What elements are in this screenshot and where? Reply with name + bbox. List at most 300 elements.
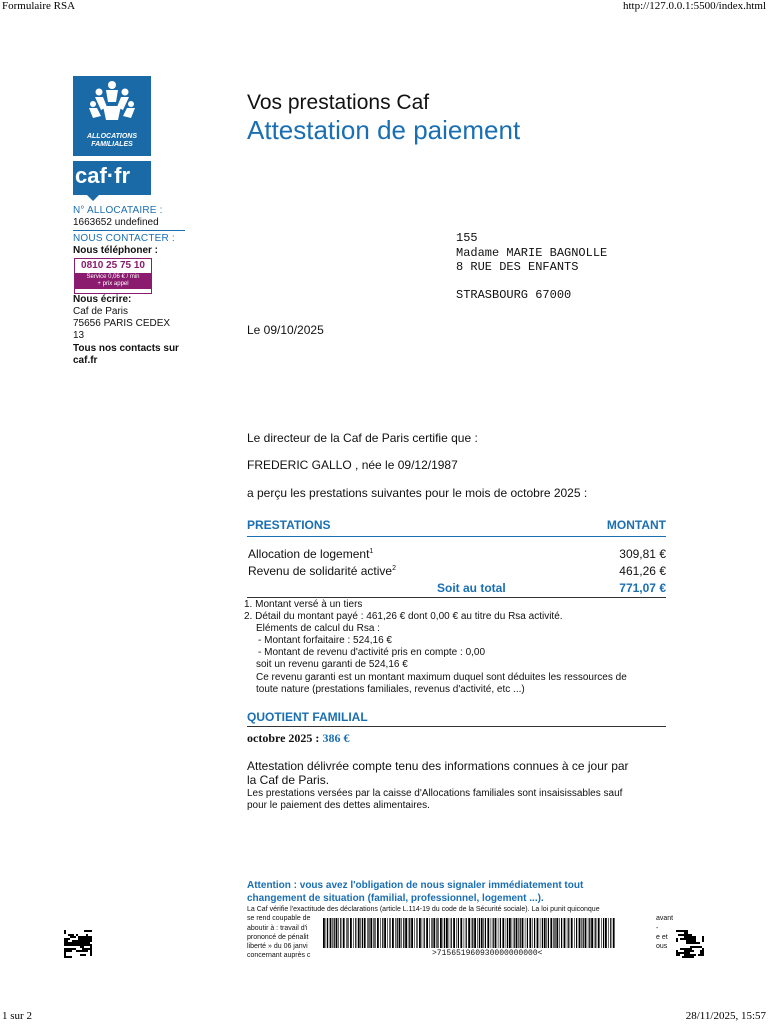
barcode-bar bbox=[419, 918, 421, 948]
qr-module bbox=[684, 956, 686, 958]
print-datetime: 28/11/2025, 15:57 bbox=[685, 1010, 766, 1022]
qr-module bbox=[64, 948, 66, 950]
qr-module bbox=[686, 948, 688, 950]
qr-module bbox=[68, 942, 70, 944]
qr-module bbox=[88, 938, 90, 940]
barcode-bar bbox=[350, 918, 352, 948]
qr-module bbox=[78, 938, 80, 940]
barcode-bar bbox=[579, 918, 581, 948]
phone-number[interactable]: 0810 25 75 10 bbox=[81, 260, 145, 271]
qr-module bbox=[82, 948, 84, 950]
legal-line6a: concernant auprès c bbox=[247, 952, 311, 959]
barcode-bar bbox=[500, 918, 501, 948]
qr-module bbox=[676, 952, 678, 954]
barcode-bar bbox=[567, 918, 568, 948]
barcode-bar bbox=[387, 918, 388, 948]
barcode-bar bbox=[355, 918, 356, 948]
qr-module bbox=[694, 940, 696, 942]
quotient-month: octobre 2025 : bbox=[247, 731, 320, 745]
qr-module bbox=[690, 946, 692, 948]
qr-module bbox=[64, 932, 66, 934]
barcode-bar bbox=[546, 918, 547, 948]
qr-module bbox=[700, 946, 702, 948]
barcode-bar bbox=[474, 918, 476, 948]
qr-module bbox=[90, 930, 92, 932]
qr-module bbox=[86, 942, 88, 944]
note-3: Eléments de calcul du Rsa : bbox=[256, 623, 380, 634]
qr-module bbox=[64, 938, 66, 940]
qr-module bbox=[686, 934, 688, 936]
qr-module bbox=[64, 940, 66, 942]
qr-module bbox=[684, 932, 686, 934]
qr-code-right bbox=[676, 930, 704, 958]
barcode-bar bbox=[399, 918, 401, 948]
barcode-bar bbox=[537, 918, 539, 948]
table-header-rule bbox=[247, 536, 666, 537]
barcode-bar bbox=[433, 918, 435, 948]
qr-module bbox=[86, 950, 88, 952]
caf-fr-logo bbox=[73, 161, 151, 195]
barcode-bar bbox=[571, 918, 573, 948]
barcode-bar bbox=[443, 918, 444, 948]
document-date: Le 09/10/2025 bbox=[247, 323, 324, 337]
qr-module bbox=[84, 936, 86, 938]
barcode-bar bbox=[601, 918, 602, 948]
qr-module bbox=[82, 954, 84, 956]
attestation-line2: la Caf de Paris. bbox=[247, 773, 330, 787]
qr-module bbox=[702, 952, 704, 954]
qr-module bbox=[76, 950, 78, 952]
qr-module bbox=[88, 930, 90, 932]
barcode-bar bbox=[401, 918, 402, 948]
barcode-bar bbox=[556, 918, 558, 948]
address-line1: 155 bbox=[456, 231, 478, 245]
barcode-bar bbox=[477, 918, 478, 948]
qr-module bbox=[76, 942, 78, 944]
qr-module bbox=[82, 942, 84, 944]
barcode-bar bbox=[382, 918, 383, 948]
qr-module bbox=[690, 948, 692, 950]
qr-module bbox=[684, 948, 686, 950]
warning-line1: Attention : vous avez l'obligation de nous signaler immédiatement tout bbox=[247, 880, 584, 891]
qr-module bbox=[66, 950, 68, 952]
qr-module bbox=[86, 944, 88, 946]
qr-module bbox=[690, 938, 692, 940]
qr-module bbox=[80, 946, 82, 948]
barcode-bar bbox=[479, 918, 480, 948]
qr-module bbox=[692, 936, 694, 938]
barcode-bar bbox=[336, 918, 338, 948]
qr-module bbox=[68, 956, 70, 958]
qr-module bbox=[694, 936, 696, 938]
barcode-bar bbox=[481, 918, 483, 948]
qr-module bbox=[64, 930, 66, 932]
barcode-bar bbox=[422, 918, 423, 948]
legal-line5b: ous bbox=[656, 943, 668, 950]
qr-module bbox=[678, 954, 680, 956]
col-montant: MONTANT bbox=[606, 518, 666, 532]
address-line3: 8 RUE DES ENFANTS bbox=[456, 260, 579, 274]
qr-module bbox=[690, 956, 692, 958]
barcode-bar bbox=[518, 918, 519, 948]
qr-module bbox=[72, 948, 74, 950]
legal-line1: La Caf vérifie l'exactitude des déclarations (article L.114-19 du code de la Sécurité sociale). La loi punit quiconque bbox=[247, 906, 600, 913]
qr-module bbox=[70, 956, 72, 958]
qr-module bbox=[70, 936, 72, 938]
qr-module bbox=[82, 940, 84, 942]
logo-line1: ALLOCATIONS bbox=[86, 133, 138, 140]
qr-module bbox=[676, 940, 678, 942]
barcode-bar bbox=[559, 918, 560, 948]
qr-module bbox=[688, 936, 690, 938]
note-5: - Montant de revenu d'activité pris en compte : 0,00 bbox=[258, 647, 486, 658]
logo-line2: FAMILIALES bbox=[91, 141, 133, 148]
qr-module bbox=[678, 952, 680, 954]
barcode-bar bbox=[437, 918, 438, 948]
qr-module bbox=[686, 936, 688, 938]
barcode-bar bbox=[585, 918, 587, 948]
qr-module bbox=[686, 954, 688, 956]
qr-module bbox=[74, 948, 76, 950]
qr-module bbox=[680, 938, 682, 940]
qr-module bbox=[88, 940, 90, 942]
qr-module bbox=[684, 938, 686, 940]
qr-module bbox=[86, 938, 88, 940]
qr-module bbox=[690, 934, 692, 936]
qr-module bbox=[70, 942, 72, 944]
qr-module bbox=[684, 930, 686, 932]
qr-module bbox=[686, 950, 688, 952]
barcode-bar bbox=[554, 918, 555, 948]
barcode-bar bbox=[362, 918, 363, 948]
qr-module bbox=[678, 930, 680, 932]
qr-module bbox=[684, 952, 686, 954]
barcode-bar bbox=[520, 918, 521, 948]
barcode-bar bbox=[468, 918, 470, 948]
barcode-bar bbox=[377, 918, 379, 948]
barcode-bar bbox=[548, 918, 549, 948]
qr-module bbox=[64, 956, 66, 958]
legal-line4b: e et bbox=[656, 934, 668, 941]
barcode-bar bbox=[527, 918, 528, 948]
address-line2: Madame MARIE BAGNOLLE bbox=[456, 246, 608, 260]
barcode-bar bbox=[453, 918, 455, 948]
qr-module bbox=[686, 942, 688, 944]
barcode-bar bbox=[471, 918, 472, 948]
barcode-bar bbox=[458, 918, 459, 948]
qr-module bbox=[84, 940, 86, 942]
barcode-bar bbox=[502, 918, 504, 948]
barcode-bar bbox=[581, 918, 582, 948]
barcode-bar bbox=[340, 918, 341, 948]
qr-module bbox=[698, 942, 700, 944]
barcode-bar bbox=[483, 918, 484, 948]
quotient-rule bbox=[247, 726, 666, 727]
qr-module bbox=[688, 952, 690, 954]
qr-module bbox=[78, 942, 80, 944]
barcode-bar bbox=[583, 918, 584, 948]
qr-module bbox=[702, 940, 704, 942]
qr-module bbox=[692, 946, 694, 948]
barcode-bar bbox=[464, 918, 465, 948]
barcode-bar bbox=[408, 918, 409, 948]
barcode-bar bbox=[414, 918, 415, 948]
quotient-value: 386 € bbox=[322, 731, 350, 745]
barcode-bar bbox=[574, 918, 575, 948]
barcode-bar bbox=[424, 918, 425, 948]
qr-module bbox=[84, 944, 86, 946]
qr-module bbox=[690, 942, 692, 944]
qr-module bbox=[74, 944, 76, 946]
qr-module bbox=[682, 934, 684, 936]
qr-module bbox=[70, 950, 72, 952]
qr-module bbox=[694, 946, 696, 948]
qr-module bbox=[680, 952, 682, 954]
qr-module bbox=[690, 940, 692, 942]
qr-module bbox=[682, 930, 684, 932]
qr-module bbox=[70, 944, 72, 946]
barcode-bar bbox=[367, 918, 368, 948]
barcode-bar bbox=[588, 918, 589, 948]
barcode-bar bbox=[507, 918, 508, 948]
barcode-bar bbox=[529, 918, 531, 948]
barcode-bar bbox=[522, 918, 524, 948]
qr-module bbox=[86, 934, 88, 936]
note-4: - Montant forfaitaire : 524,16 € bbox=[258, 635, 392, 646]
qr-module bbox=[80, 936, 82, 938]
qr-code-left bbox=[64, 930, 92, 958]
barcode-bar bbox=[542, 918, 543, 948]
qr-module bbox=[88, 942, 90, 944]
qr-module bbox=[84, 930, 86, 932]
qr-module bbox=[90, 946, 92, 948]
barcode-bar bbox=[589, 918, 590, 948]
barcode-bar bbox=[444, 918, 445, 948]
qr-module bbox=[90, 948, 92, 950]
qr-module bbox=[692, 956, 694, 958]
qr-module bbox=[86, 936, 88, 938]
barcode-bar bbox=[610, 918, 611, 948]
qr-module bbox=[70, 948, 72, 950]
qr-module bbox=[66, 942, 68, 944]
note-6: soit un revenu garanti de 524,16 € bbox=[256, 659, 408, 670]
qr-module bbox=[696, 942, 698, 944]
barcode-bar bbox=[429, 918, 430, 948]
total-value: 771,07 € bbox=[619, 581, 666, 595]
barcode-bar bbox=[360, 918, 361, 948]
qr-module bbox=[74, 936, 76, 938]
qr-module bbox=[72, 936, 74, 938]
barcode-bar bbox=[416, 918, 417, 948]
qr-module bbox=[676, 950, 678, 952]
row-sup-logement: 1 bbox=[369, 548, 374, 555]
barcode-bar bbox=[561, 918, 562, 948]
barcode-bar bbox=[603, 918, 604, 948]
legal-line5a: liberté » du 06 janvi bbox=[247, 943, 308, 950]
qr-module bbox=[684, 936, 686, 938]
col-prestations: PRESTATIONS bbox=[247, 518, 331, 532]
qr-module bbox=[702, 938, 704, 940]
barcode-bar bbox=[506, 918, 507, 948]
qr-module bbox=[82, 944, 84, 946]
barcode-bar bbox=[485, 918, 486, 948]
qr-module bbox=[78, 950, 80, 952]
barcode-bar bbox=[431, 918, 432, 948]
qr-module bbox=[90, 938, 92, 940]
write-line1: Caf de Paris bbox=[73, 306, 129, 317]
barcode-bar bbox=[343, 918, 345, 948]
qr-module bbox=[78, 936, 80, 938]
barcode-bar bbox=[613, 918, 615, 948]
qr-module bbox=[686, 938, 688, 940]
qr-module bbox=[688, 956, 690, 958]
barcode-bar bbox=[608, 918, 609, 948]
write-line2: 75656 PARIS CEDEX bbox=[73, 318, 171, 329]
phone-label: Nous téléphoner : bbox=[73, 245, 159, 256]
qr-module bbox=[68, 948, 70, 950]
qr-module bbox=[700, 952, 702, 954]
phone-box[interactable] bbox=[74, 258, 152, 294]
qr-module bbox=[64, 954, 66, 956]
phone-service-extra: + prix appel bbox=[97, 281, 129, 287]
qr-module bbox=[82, 938, 84, 940]
barcode-bar bbox=[389, 918, 390, 948]
total-label: Soit au total bbox=[437, 581, 506, 595]
qr-module bbox=[80, 950, 82, 952]
table-row-label bbox=[248, 564, 396, 578]
barcode-bar bbox=[426, 918, 428, 948]
row-label-rsa: Revenu de solidarité active bbox=[248, 564, 393, 578]
qr-module bbox=[696, 946, 698, 948]
legal-line3a: aboutir à : travail d'i bbox=[247, 925, 308, 932]
qr-module bbox=[680, 948, 682, 950]
qr-module bbox=[680, 934, 682, 936]
note-2: 2. Détail du montant payé : 461,26 € dont 0,00 € au titre du Rsa activité. bbox=[244, 611, 563, 622]
barcode-bar bbox=[598, 918, 600, 948]
qr-module bbox=[76, 940, 78, 942]
warning-line2: changement de situation (familial, professionnel, logement ...). bbox=[247, 893, 544, 904]
barcode-bar bbox=[540, 918, 541, 948]
qr-module bbox=[682, 956, 684, 958]
barcode-bar bbox=[525, 918, 526, 948]
barcode-bar bbox=[491, 918, 492, 948]
barcode-bar bbox=[564, 918, 566, 948]
qr-module bbox=[686, 940, 688, 942]
table-footer-rule bbox=[247, 597, 666, 598]
qr-module bbox=[66, 956, 68, 958]
received-text: a perçu les prestations suivantes pour le mois de octobre 2025 : bbox=[247, 486, 588, 500]
barcode-bar bbox=[346, 918, 347, 948]
barcode-bar bbox=[334, 918, 335, 948]
qr-module bbox=[702, 948, 704, 950]
qr-module bbox=[702, 954, 704, 956]
barcode-bar bbox=[409, 918, 410, 948]
barcode-bar bbox=[395, 918, 396, 948]
barcode-bar bbox=[323, 918, 325, 948]
legal-line2b: avant bbox=[656, 915, 674, 922]
barcode-bar bbox=[403, 918, 404, 948]
sidebar-divider bbox=[73, 230, 185, 231]
legal-line4a: prononcé de pénalit bbox=[247, 934, 309, 941]
qr-module bbox=[70, 934, 72, 936]
qr-module bbox=[90, 940, 92, 942]
contacts-line1: Tous nos contacts sur bbox=[73, 343, 179, 354]
qr-module bbox=[86, 930, 88, 932]
barcode-bar bbox=[544, 918, 546, 948]
qr-module bbox=[84, 950, 86, 952]
barcode-bar bbox=[568, 918, 569, 948]
logo-site: caf·fr bbox=[75, 163, 131, 188]
barcode-bar bbox=[516, 918, 518, 948]
qr-module bbox=[692, 954, 694, 956]
qr-module bbox=[72, 942, 74, 944]
qr-module bbox=[688, 938, 690, 940]
barcode-bar bbox=[487, 918, 489, 948]
qr-module bbox=[684, 934, 686, 936]
qr-module bbox=[686, 932, 688, 934]
qr-module bbox=[84, 942, 86, 944]
row-label-logement: Allocation de logement bbox=[248, 547, 370, 561]
qr-module bbox=[74, 940, 76, 942]
insaisissable-line1: Les prestations versées par la caisse d'Allocations familiales sont insaisissables sauf bbox=[247, 788, 623, 799]
certify-text: Le directeur de la Caf de Paris certifie que : bbox=[247, 431, 478, 445]
qr-module bbox=[688, 950, 690, 952]
qr-module bbox=[88, 944, 90, 946]
qr-module bbox=[80, 938, 82, 940]
qr-module bbox=[90, 952, 92, 954]
barcode-bar bbox=[347, 918, 348, 948]
barcode-bar bbox=[532, 918, 533, 948]
caf-logo bbox=[73, 76, 151, 156]
barcode-bar bbox=[456, 918, 457, 948]
qr-module bbox=[64, 952, 66, 954]
qr-module bbox=[84, 948, 86, 950]
print-title: Formulaire RSA bbox=[2, 0, 76, 12]
address-line4: STRASBOURG 67000 bbox=[456, 288, 572, 302]
qr-module bbox=[84, 938, 86, 940]
qr-module bbox=[68, 934, 70, 936]
table-row-label bbox=[248, 547, 373, 561]
qr-module bbox=[80, 940, 82, 942]
qr-module bbox=[74, 942, 76, 944]
qr-module bbox=[692, 940, 694, 942]
qr-module bbox=[702, 950, 704, 952]
barcode-bar bbox=[436, 918, 437, 948]
qr-module bbox=[76, 944, 78, 946]
barcode-bar bbox=[449, 918, 450, 948]
write-label: Nous écrire: bbox=[73, 294, 132, 305]
barcode-bar bbox=[534, 918, 535, 948]
qr-module bbox=[68, 950, 70, 952]
barcode-bar bbox=[460, 918, 462, 948]
barcode-bar bbox=[466, 918, 467, 948]
barcode-bar bbox=[338, 918, 339, 948]
qr-module bbox=[90, 950, 92, 952]
allocataire-label: N° ALLOCATAIRE : bbox=[73, 205, 163, 216]
barcode-bar bbox=[368, 918, 369, 948]
qr-module bbox=[682, 952, 684, 954]
qr-module bbox=[692, 942, 694, 944]
qr-module bbox=[690, 950, 692, 952]
barcode-bar bbox=[576, 918, 577, 948]
barcode-bar bbox=[446, 918, 448, 948]
row-value-rsa: 461,26 € bbox=[619, 564, 666, 578]
qr-module bbox=[700, 950, 702, 952]
qr-module bbox=[676, 938, 678, 940]
qr-module bbox=[692, 938, 694, 940]
qr-module bbox=[88, 936, 90, 938]
phone-service-rate: Service 0,06 € / min bbox=[86, 274, 140, 280]
